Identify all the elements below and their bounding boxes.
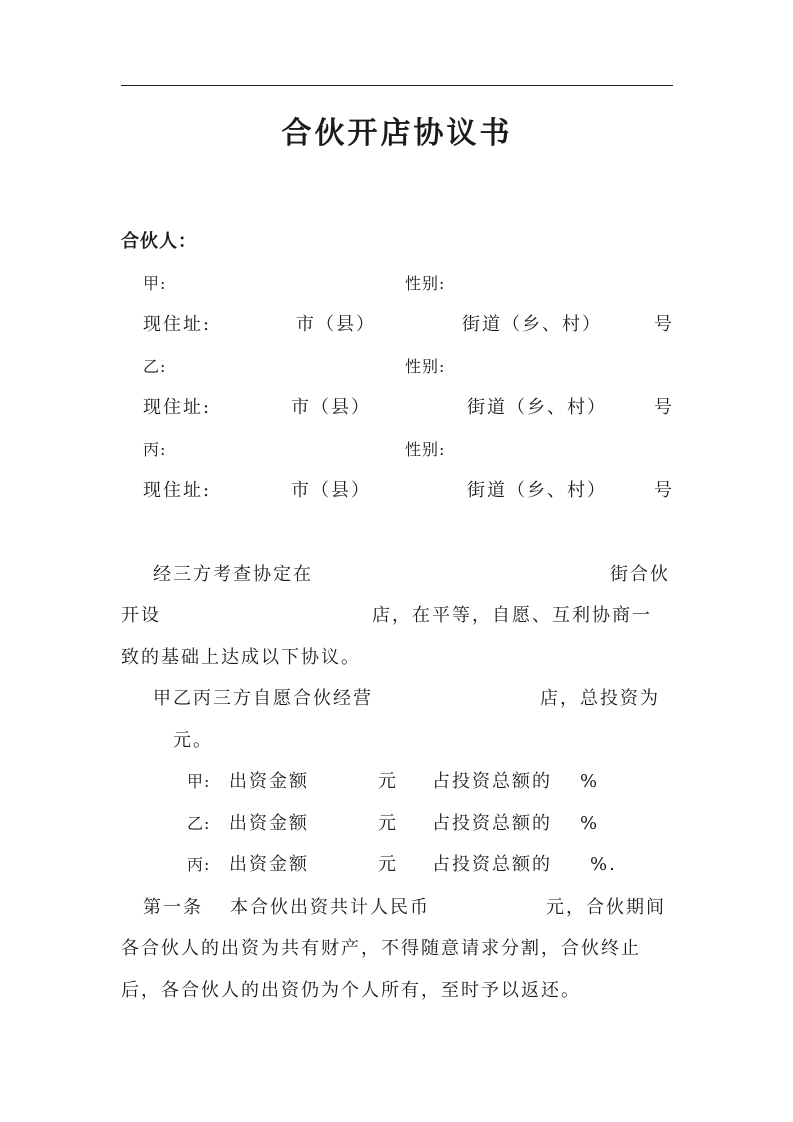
partner-a-address-label: 现住址: [143, 314, 212, 335]
partner-b-address-label: 现住址: [143, 397, 212, 418]
intro-line4-start: 甲乙丙三方自愿合伙经营 [153, 688, 373, 709]
intro-line1-end: 街合伙 [610, 564, 670, 585]
investment-share-label: 占投资总额的 [432, 813, 552, 834]
partner-a-street-label: 街道（乡、村） [462, 314, 602, 335]
investment-amount-label: 出资金额 [229, 854, 309, 875]
partner-a-gender-label: 性别: [405, 274, 446, 293]
investment-party: 甲: [187, 772, 211, 791]
investment-amount-label: 出资金额 [229, 813, 309, 834]
intro-line3: 致的基础上达成以下协议。 [121, 647, 361, 668]
article1-line1-end: 元，合伙期间 [546, 897, 666, 918]
partner-c-name-label: 丙: [143, 440, 167, 459]
intro-line1-start: 经三方考查协定在 [153, 564, 313, 585]
partner-c-number-label: 号 [654, 480, 674, 501]
investment-amount-label: 出资金额 [229, 771, 309, 792]
partner-c-street-label: 街道（乡、村） [467, 480, 607, 501]
investment-percent: % [580, 771, 600, 792]
header-rule [121, 85, 673, 86]
intro-line2-end: 店，在平等，自愿、互利协商一 [372, 605, 652, 626]
investment-percent: %. [590, 854, 617, 875]
partner-b-city-label: 市（县） [291, 397, 371, 418]
partner-b-name-label: 乙: [143, 357, 167, 376]
investment-unit: 元 [378, 854, 398, 875]
article1-line2: 各合伙人的出资为共有财产，不得随意请求分割，合伙终止 [121, 938, 641, 959]
intro-line2-start: 开设 [121, 605, 161, 626]
investment-percent: % [580, 813, 600, 834]
investment-party: 丙: [187, 855, 211, 874]
article1-line3: 后，各合伙人的出资仍为个人所有，至时予以返还。 [121, 980, 581, 1001]
partner-b-street-label: 街道（乡、村） [467, 397, 607, 418]
article1-label: 第一条 [143, 897, 203, 918]
partner-a-city-label: 市（县） [296, 314, 376, 335]
investment-unit: 元 [378, 813, 398, 834]
investment-party: 乙: [187, 814, 211, 833]
investment-share-label: 占投资总额的 [432, 771, 552, 792]
article1-line1-start: 本合伙出资共计人民币 [230, 897, 430, 918]
partners-heading: 合伙人： [121, 231, 197, 252]
document-title: 合伙开店协议书 [281, 116, 513, 151]
partner-c-gender-label: 性别: [405, 440, 446, 459]
partner-c-city-label: 市（县） [291, 480, 371, 501]
intro-line4-end: 店，总投资为 [540, 688, 660, 709]
intro-line5: 元。 [173, 730, 213, 751]
investment-share-label: 占投资总额的 [432, 854, 552, 875]
partner-a-name-label: 甲: [143, 274, 167, 293]
partner-b-number-label: 号 [654, 397, 674, 418]
partner-a-number-label: 号 [654, 314, 674, 335]
partner-b-gender-label: 性别: [405, 357, 446, 376]
investment-unit: 元 [378, 771, 398, 792]
partner-c-address-label: 现住址: [143, 480, 212, 501]
